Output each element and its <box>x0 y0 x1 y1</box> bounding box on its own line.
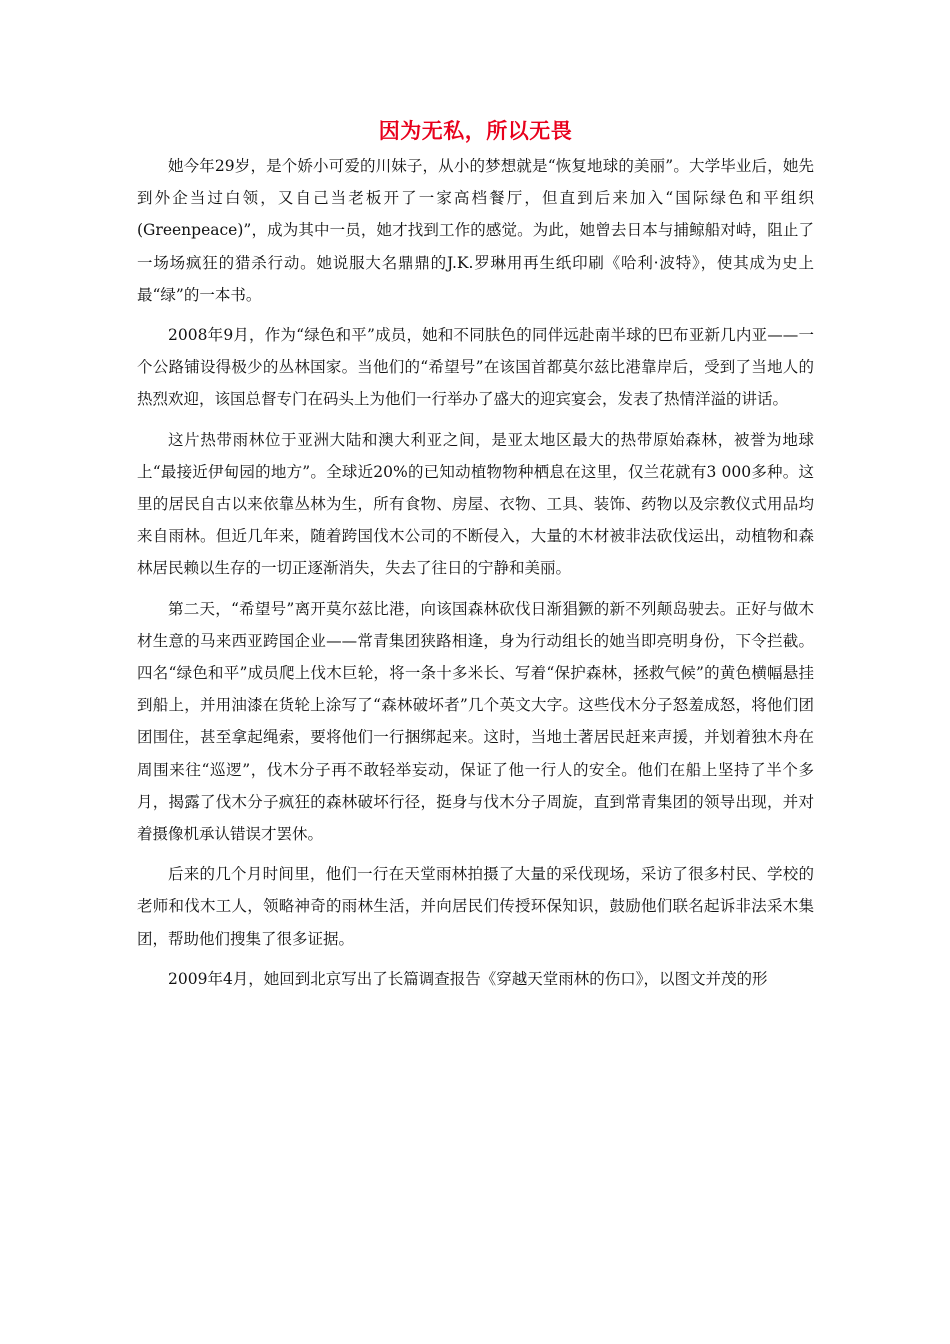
document-title: 因为无私，所以无畏 <box>378 118 573 143</box>
paragraph-3: 这片热带雨林位于亚洲大陆和澳大利亚之间，是亚太地区最大的热带原始森林，被誉为地球上“最接近伊甸园的地方”。全球近20%的已知动植物物种栖息在这里，仅兰花就有3 000多种。这里的居民自古以来依靠丛林为生，所有食物、房屋、衣物、工具、装饰、药物以及宗教仪式用品均来自雨林。但近几年来，随着跨国伐木公司的不断侵入，大量的木材被非法砍伐运出，动植物和森林居民赖以生存的一切正逐渐消失，失去了往日的宁静和美丽。 <box>137 430 814 578</box>
paragraph-4: 第二天，“希望号”离开莫尔兹比港，向该国森林砍伐日渐猖獗的新不列颠岛驶去。正好与做木材生意的马来西亚跨国企业——常青集团狭路相逢，身为行动组长的她当即亮明身份，下令拦截。四名“绿色和平”成员爬上伐木巨轮，将一条十多米长、写着“保护森林，拯救气候”的黄色横幅悬挂到船上，并用油漆在货轮上涂写了“森林破坏者”几个英文大字。这些伐木分子怒羞成怒，将他们团团围住，甚至拿起绳索，要将他们一行捆绑起来。这时，当地土著居民赶来声援，并划着独木舟在周围来往“巡逻”，伐木分子再不敢轻举妄动，保证了他一行人的安全。他们在船上坚持了半个多月，揭露了伐木分子疯狂的森林破坏行径，挺身与伐木分子周旋，直到常青集团的领导出现，并对着摄像机承认错误才罢休。 <box>137 599 814 844</box>
document-body <box>137 112 814 995</box>
paragraph-5: 后来的几个月时间里，他们一行在天堂雨林拍摄了大量的采伐现场，采访了很多村民、学校的老师和伐木工人，领略神奇的雨林生活，并向居民们传授环保知识，鼓励他们联名起诉非法采木集团，帮助他们搜集了很多证据。 <box>137 865 814 948</box>
paragraph-2: 2008年9月，作为“绿色和平”成员，她和不同肤色的同伴远赴南半球的巴布亚新几内亚——一个公路铺设得极少的丛林国家。当他们的“希望号”在该国首都莫尔兹比港靠岸后，受到了当地人的热烈欢迎，该国总督专门在码头上为他们一行举办了盛大的迎宾宴会，发表了热情洋溢的讲话。 <box>137 326 814 409</box>
paragraph-1: 她今年29岁，是个娇小可爱的川妹子，从小的梦想就是“恢复地球的美丽”。大学毕业后，她先到外企当过白领，又自己当老板开了一家高档餐厅，但直到后来加入“国际绿色和平组织(Greenpeace)”，成为其中一员，她才找到工作的感觉。为此，她曾去日本与捕鲸船对峙，阻止了一场场疯狂的猎杀行动。她说服大名鼎鼎的J.K.罗琳用再生纸印刷《哈利·波特》，使其成为史上最“绿”的一本书。 <box>137 157 814 304</box>
paragraph-6: 2009年4月，她回到北京写出了长篇调查报告《穿越天堂雨林的伤口》，以图文并茂的形 <box>168 969 768 988</box>
